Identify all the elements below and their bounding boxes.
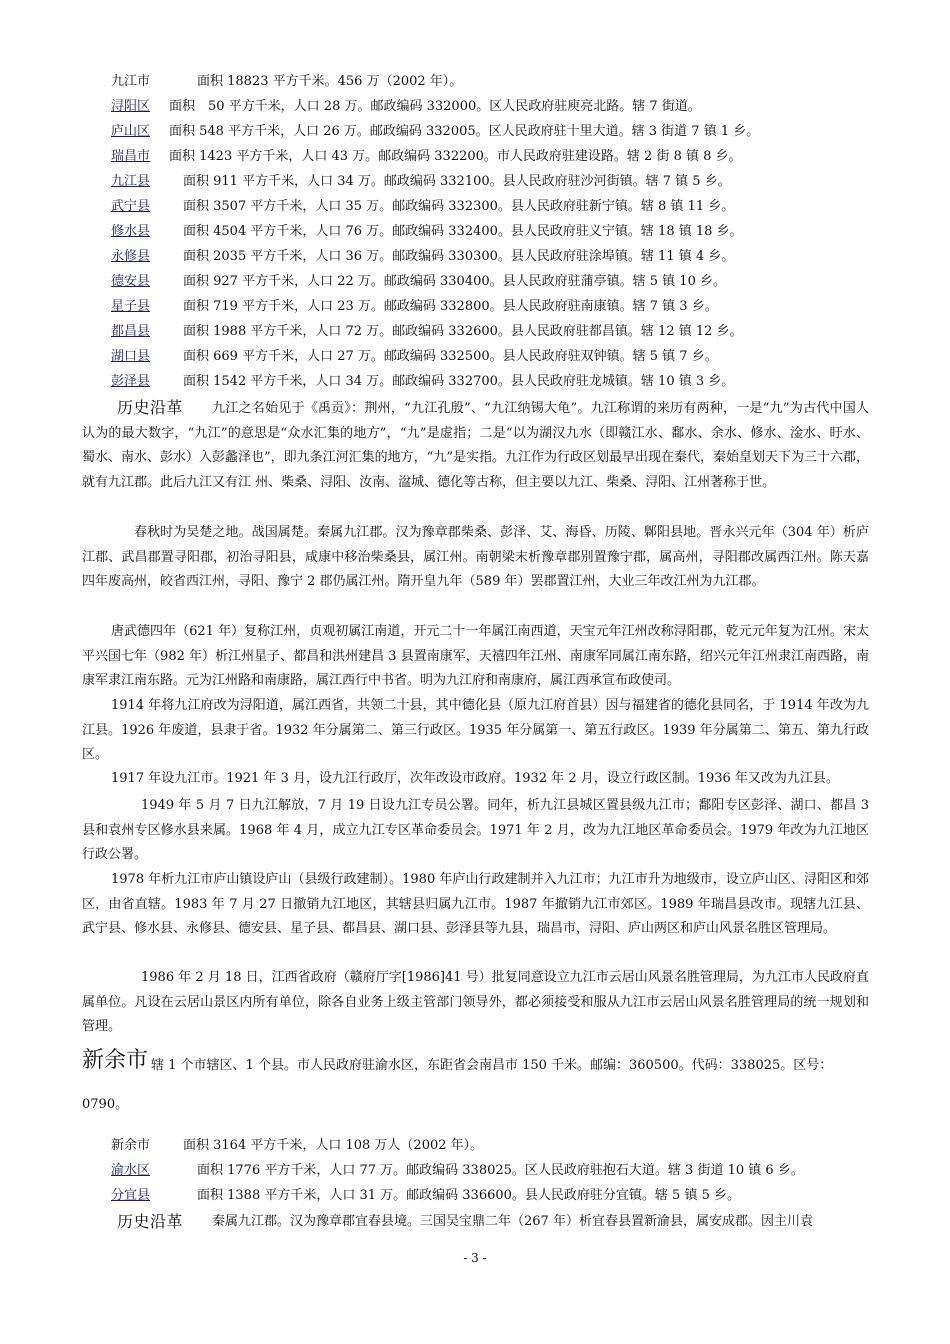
place-link[interactable]: 都昌县 — [111, 324, 151, 339]
place-link[interactable]: 渝水区 — [111, 1163, 151, 1178]
list-item — [111, 374, 901, 390]
history-paragraph: 春秋时为吴楚之地。战国属楚。秦属九江郡。汉为豫章郡柴桑、彭泽、艾、海昏、历陵、鄡阳县地。晋永兴元年（304 年）析庐江郡、武昌郡置寻阳郡，初治寻阳县，咸康中移治柴桑县，属江州。南朝梁末析豫章郡别置豫宁郡，属高州，寻阳郡改属西江州。陈天嘉四年废高州，皎省西江州，寻阳、豫宁 2 郡仍属江州。隋开皇九年（589 年）罢郡置江州，大业三年改江州为九江郡。 — [82, 525, 869, 590]
place-link[interactable]: 浔阳区 — [111, 99, 151, 114]
place-info: 面积 719 平方千米，人口 23 万。邮政编码 332800。县人民政府驻南康镇。辖 7 镇 3 乡。 — [183, 299, 718, 314]
place-link[interactable]: 德安县 — [111, 274, 151, 289]
history-paragraph: 1978 年析九江市庐山镇设庐山（县级行政建制）。1980 年庐山行政建制并入九江市；九江市升为地级市，设立庐山区、浔阳区和郊区，由省直辖。1983 年 7 月 27 日撤销九江地区，其辖县归属九江市。1987 年撤销九江市郊区。1989 年瑞昌县改市。现辖九江县、武宁县、修水县、永修县、德安县、星子县、都昌县、湖口县、彭泽县等九县，瑞昌市，浔阳、庐山两区和庐山风景名胜区管理局。 — [82, 872, 869, 937]
list-item — [111, 324, 901, 340]
place-info: 面积 1776 平方千米，人口 77 万。邮政编码 338025。区人民政府驻抱石大道。辖 3 街道 10 镇 6 乡。 — [197, 1163, 804, 1178]
place-info: 面积 1388 平方千米，人口 31 万。邮政编码 336600。县人民政府驻分宜镇。辖 5 镇 5 乡。 — [197, 1188, 740, 1203]
list-item — [111, 199, 901, 215]
place-info: 面积 3507 平方千米，人口 35 万。邮政编码 332300。县人民政府驻新宁镇。辖 8 镇 11 乡。 — [183, 199, 735, 214]
list-item — [111, 274, 901, 290]
city-title: 新余市 — [82, 1048, 149, 1073]
place-link[interactable]: 瑞昌市 — [111, 149, 151, 164]
place-name: 九江市 — [111, 74, 151, 89]
section-heading: 历史沿革 — [117, 398, 184, 417]
list-item — [111, 1188, 901, 1204]
history-paragraph: 1917 年设九江市。1921 年 3 月，设九江行政厅，次年改设市政府。1932 年 2 月，设立行政区制。1936 年又改为九江县。 — [111, 771, 839, 786]
city-description — [151, 1058, 941, 1074]
city-description-text: 辖 1 个市辖区、1 个县。市人民政府驻渝水区，东距省会南昌市 150 千米。邮编：360500。代码：338025。区号： — [151, 1058, 833, 1073]
place-link[interactable]: 分宜县 — [111, 1188, 151, 1203]
place-info: 面积 1988 平方千米，人口 72 万。邮政编码 332600。县人民政府驻都昌镇。辖 12 镇 12 乡。 — [183, 324, 743, 339]
city-description-text: 0790。 — [82, 1097, 129, 1112]
place-link[interactable]: 修水县 — [111, 224, 151, 239]
place-info: 面积 3164 平方千米，人口 108 万人（2002 年）。 — [183, 1138, 484, 1153]
place-link[interactable]: 武宁县 — [111, 199, 151, 214]
place-info: 面积 2035 平方千米，人口 36 万。邮政编码 330300。县人民政府驻涂埠镇。辖 11 镇 4 乡。 — [183, 249, 735, 264]
place-link[interactable]: 星子县 — [111, 299, 151, 314]
place-info: 面积 911 平方千米，人口 34 万。邮政编码 332100。县人民政府驻沙河街镇。辖 7 镇 5 乡。 — [183, 174, 731, 189]
list-item — [111, 149, 901, 165]
history-paragraph: 九江之名始见于《禹贡》：荆州，“九江孔殷”、“九江纳锡大龟”。九江称谓的来历有两种，一是“九”为古代中国人认为的最大数字，“九江”的意思是“众水汇集的地方”，“九”是虚指；二是“以为湖汉九水（即赣江水、鄱水、余水、修水、淦水、盱水、蜀水、南水、彭水）入彭蠡泽也”，即九条江河汇集的地方，“九”是实指。九江作为行政区划最早出现在秦代，秦始皇划天下为三十六郡，就有九江郡。此后九江又有江 州、柴桑、浔阳、汝南、湓城、德化等古称，但主要以九江、柴桑、浔阳、江州著称于世。 — [82, 401, 869, 490]
place-info: 面积 4504 平方千米，人口 76 万。邮政编码 332400。县人民政府驻义宁镇。辖 18 镇 18 乡。 — [183, 224, 743, 239]
list-item — [111, 124, 901, 140]
place-info: 面积 669 平方千米，人口 27 万。邮政编码 332500。县人民政府驻双钟镇。辖 5 镇 7 乡。 — [183, 349, 718, 364]
history-paragraph: 1986 年 2 月 18 日，江西省政府（赣府厅字[1986]41 号）批复同意设立九江市云居山风景名胜管理局，为九江市人民政府直属单位。凡设在云居山景区内所有单位，除各自业务上级主管部门领导外，都必须接受和服从九江市云居山风景名胜管理局的统一规划和管理。 — [82, 970, 869, 1035]
section-heading: 历史沿革 — [117, 1212, 184, 1231]
place-link[interactable]: 九江县 — [111, 174, 151, 189]
history-paragraph: 1914 年将九江府改为浔阳道，属江西省，共领二十县，其中德化县（原九江府首县）因与福建省的德化县同名，于 1914 年改为九江县。1926 年废道，县隶于省。1932 年分属第二、第三行政区。1935 年分属第一、第五行政区。1939 年分属第二、第五、第九行政区。 — [82, 698, 869, 763]
list-item — [111, 1163, 901, 1179]
place-info: 面积 548 平方千米，人口 26 万。邮政编码 332005。区人民政府驻十里大道。辖 3 街道 7 镇 1 乡。 — [169, 124, 760, 139]
history-paragraph: 1949 年 5 月 7 日九江解放，7 月 19 日设九江专员公署。同年，析九江县城区置县级九江市；鄱阳专区彭泽、湖口、都昌 3 县和袁州专区修水县来属。1968 年 4 月，成立九江专区革命委员会。1971 年 2 月，改为九江地区革命委员会。1979 年改为九江地区行政公署。 — [82, 798, 869, 863]
list-item — [111, 249, 901, 265]
history-paragraph: 唐武德四年（621 年）复称江州，贞观初属江南道，开元二十一年属江南西道，天宝元年江州改称浔阳郡，乾元元年复为江州。宋太平兴国七年（982 年）析江州星子、都昌和洪州建昌 3 县置南康军，天禧四年江州、南康军同属江南东路，绍兴元年江州隶江南西路，南康军隶江南东路。元为江州路和南康路，属江西行中书省。明为九江府和南康府，属江西承宣布政使司。 — [82, 624, 869, 689]
place-link[interactable]: 彭泽县 — [111, 374, 151, 389]
history-paragraph — [212, 1214, 950, 1230]
place-name: 新余市 — [111, 1138, 151, 1153]
list-item — [111, 224, 901, 240]
list-item — [111, 1138, 901, 1154]
place-info: 面积 18823 平方千米。456 万（2002 年）。 — [197, 74, 463, 89]
place-info: 面积 1542 平方千米，人口 34 万。邮政编码 332700。县人民政府驻龙城镇。辖 10 镇 3 乡。 — [183, 374, 735, 389]
place-link[interactable]: 永修县 — [111, 249, 151, 264]
list-item — [111, 174, 901, 190]
list-item — [111, 299, 901, 315]
list-item — [111, 74, 901, 90]
place-info: 面积 50 平方千米，人口 28 万。邮政编码 332000。区人民政府驻庾亮北路。辖 7 街道。 — [169, 99, 701, 114]
place-info: 面积 1423 平方千米，人口 43 万。邮政编码 332200。市人民政府驻建设路。辖 2 街 8 镇 8 乡。 — [169, 149, 742, 164]
history-text: 秦属九江郡。汉为豫章郡宜春县境。三国吴宝鼎二年（267 年）析宜春县置新渝县，属安成郡。因主川袁 — [212, 1214, 813, 1229]
list-item — [111, 349, 901, 365]
list-item — [111, 99, 901, 115]
city-description-cont — [82, 1097, 872, 1113]
place-link[interactable]: 庐山区 — [111, 124, 151, 139]
page-number: - 3 - — [463, 1251, 487, 1265]
place-info: 面积 927 平方千米，人口 22 万。邮政编码 330400。县人民政府驻蒲亭镇。辖 5 镇 10 乡。 — [183, 274, 726, 289]
place-link[interactable]: 湖口县 — [111, 349, 151, 364]
